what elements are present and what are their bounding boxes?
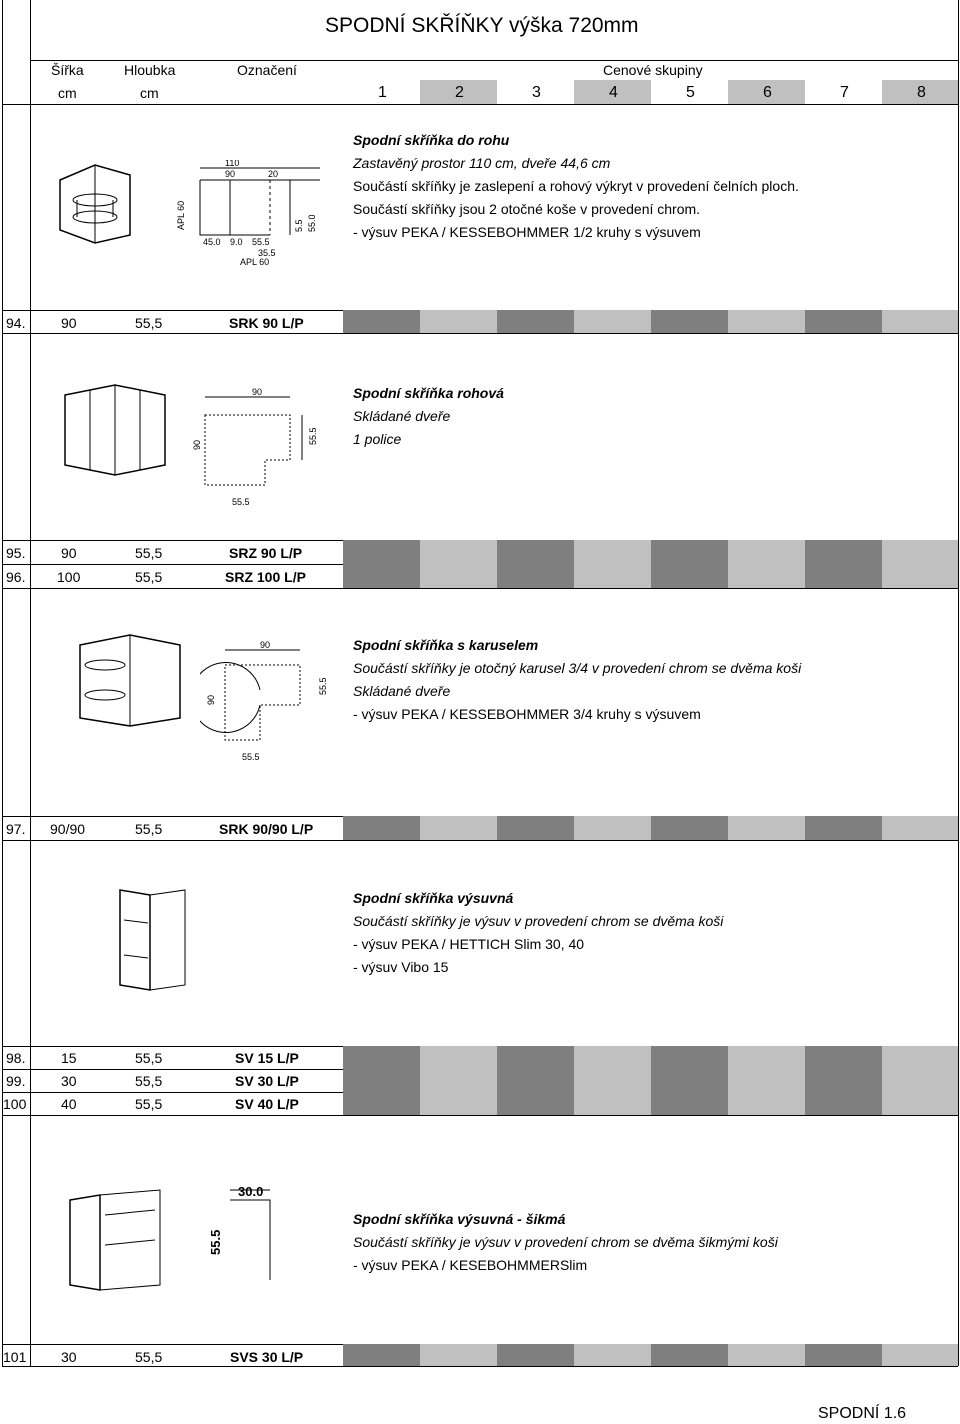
row-94-depth: 55,5 [135, 315, 163, 331]
row-95-code: SRZ 90 L/P [229, 545, 303, 561]
row-97-price-6 [728, 816, 805, 840]
row-98-price-2 [420, 1046, 497, 1069]
row-99-price-2 [420, 1069, 497, 1092]
group-8-label: 8 [917, 84, 926, 101]
section-2-line-2: 1 police [353, 431, 402, 447]
row-100-price-3 [497, 1092, 574, 1115]
width-unit: cm [58, 85, 77, 101]
row-95-price-8 [882, 540, 958, 564]
price-groups-label: Cenové skupiny [603, 62, 703, 78]
row-100-price-2 [420, 1092, 497, 1115]
dim-9: 9.0 [230, 237, 243, 247]
row-101-price-5 [651, 1344, 728, 1366]
row-94-code: SRK 90 L/P [229, 315, 304, 331]
dim-top: 30.0 [238, 1184, 264, 1199]
group-5-label: 5 [686, 84, 695, 101]
row-98-price-7 [805, 1046, 882, 1069]
row-97-code: SRK 90/90 L/P [219, 821, 314, 837]
section-5-title: Spodní skříňka výsuvná - šikmá [353, 1211, 566, 1227]
row-97-price-4 [574, 816, 651, 840]
row-98-number: 98. [6, 1050, 26, 1066]
row-101-price-8 [882, 1344, 958, 1366]
dim-top: 90 [260, 640, 271, 650]
corner-folding-cabinet-drawing [60, 380, 170, 480]
row-98-code: SV 15 L/P [235, 1050, 299, 1066]
row-95-price-5 [651, 540, 728, 564]
row-94-number: 94. [6, 315, 26, 331]
dim-90: 90 [225, 169, 236, 179]
row-101-price-4 [574, 1344, 651, 1366]
row-99-number: 99. [6, 1073, 26, 1089]
dim-35-5: 35.5 [258, 248, 276, 258]
row-96-price-6 [728, 564, 805, 588]
row-98-price-6 [728, 1046, 805, 1069]
group-2-label: 2 [455, 84, 464, 101]
dim-right: 55.5 [318, 677, 328, 695]
row-97-width: 90/90 [50, 821, 86, 837]
row-95-price-6 [728, 540, 805, 564]
row-100-width: 40 [61, 1096, 77, 1112]
dim-bottom: 55.5 [232, 497, 250, 507]
dim-apl-side: APL 60 [176, 200, 186, 230]
dim-apl-bottom: APL 60 [240, 257, 270, 267]
page-title: SPODNÍ SKŘÍŇKY výška 720mm [325, 14, 639, 37]
row-101-code: SVS 30 L/P [230, 1349, 304, 1365]
row-101-depth: 55,5 [135, 1349, 163, 1365]
section-4-line-1: Součástí skříňky je výsuv v provedení chrom se dvěma koši [353, 913, 724, 929]
row-97-price-3 [497, 816, 574, 840]
row-96-price-2 [420, 564, 497, 588]
row-100-price-8 [882, 1092, 958, 1115]
row-99-price-8 [882, 1069, 958, 1092]
dim-top: 90 [252, 387, 263, 397]
row-95-price-7 [805, 540, 882, 564]
row-98-price-8 [882, 1046, 958, 1069]
section-1-line-1: Zastavěný prostor 110 cm, dveře 44,6 cm [353, 155, 611, 171]
row-94-price-2 [420, 310, 497, 333]
section-3-title: Spodní skříňka s karuselem [353, 637, 539, 653]
row-101-price-6 [728, 1344, 805, 1366]
group-4-label: 4 [609, 84, 618, 101]
row-98-price-5 [651, 1046, 728, 1069]
dim-side: 55.5 [208, 1229, 223, 1255]
row-98-price-4 [574, 1046, 651, 1069]
row-101-price-7 [805, 1344, 882, 1366]
row-100-bottom-rule [2, 1115, 958, 1116]
row-95-price-1 [343, 540, 420, 564]
row-99-price-1 [343, 1069, 420, 1092]
row-100-price-6 [728, 1092, 805, 1115]
angled-pullout-plan-drawing [200, 1180, 280, 1285]
row-97-price-1 [343, 816, 420, 840]
row-100-price-1 [343, 1092, 420, 1115]
row-100-price-7 [805, 1092, 882, 1115]
row-97-price-7 [805, 816, 882, 840]
dim-55-0: 55.0 [307, 214, 317, 232]
code-label: Označení [237, 62, 297, 78]
row-101-number: 101 [3, 1349, 27, 1365]
carousel-cabinet-drawing [75, 630, 185, 730]
row-97-depth: 55,5 [135, 821, 163, 837]
row-96-number: 96. [6, 569, 26, 585]
row-95-price-2 [420, 540, 497, 564]
row-97-price-8 [882, 816, 958, 840]
row-96-price-4 [574, 564, 651, 588]
row-98-price-3 [497, 1046, 574, 1069]
row-96-price-7 [805, 564, 882, 588]
row-100-price-4 [574, 1092, 651, 1115]
row-98-depth: 55,5 [135, 1050, 163, 1066]
row-101-price-1 [343, 1344, 420, 1366]
dim-side: 90 [206, 694, 216, 705]
row-96-price-1 [343, 564, 420, 588]
section-3-line-1: Součástí skříňky je otočný karusel 3/4 v provedení chrom se dvěma koši [353, 660, 802, 676]
row-96-code: SRZ 100 L/P [225, 569, 306, 585]
row-94-price-7 [805, 310, 882, 333]
row-100-number: 100 [3, 1096, 27, 1112]
row-95-width: 90 [61, 545, 77, 561]
depth-label: Hloubka [124, 62, 176, 78]
row-99-price-4 [574, 1069, 651, 1092]
section-1-line-4: - výsuv PEKA / KESSEBOHMMER 1/2 kruhy s výsuvem [353, 224, 701, 240]
depth-unit: cm [140, 85, 159, 101]
section-5-line-2: - výsuv PEKA / KESEBOHMMERSlim [353, 1257, 588, 1273]
row-99-code: SV 30 L/P [235, 1073, 299, 1089]
carousel-plan-drawing [200, 640, 335, 765]
row-97-price-2 [420, 816, 497, 840]
row-100-depth: 55,5 [135, 1096, 163, 1112]
group-7-label: 7 [840, 84, 849, 101]
group-1-label: 1 [378, 84, 387, 101]
row-96-price-8 [882, 564, 958, 588]
frame-bottom [2, 1366, 958, 1367]
section-3-line-3: - výsuv PEKA / KESSEBOHMMER 3/4 kruhy s výsuvem [353, 706, 701, 722]
row-94-price-4 [574, 310, 651, 333]
row-97-top-rule [2, 816, 343, 817]
row-97-price-5 [651, 816, 728, 840]
row-98-width: 15 [61, 1050, 77, 1066]
section-4-title: Spodní skříňka výsuvná [353, 890, 514, 906]
section-2-title: Spodní skříňka rohová [353, 385, 504, 401]
dim-110: 110 [225, 160, 240, 168]
row-94-price-5 [651, 310, 728, 333]
corner-cabinet-plan-drawing [170, 160, 330, 270]
row-94-width: 90 [61, 315, 77, 331]
section-2-line-1: Skládané dveře [353, 408, 451, 424]
row-95-price-3 [497, 540, 574, 564]
row-100-price-5 [651, 1092, 728, 1115]
dim-5-5: 5.5 [294, 219, 304, 232]
row-99-price-6 [728, 1069, 805, 1092]
row-99-price-5 [651, 1069, 728, 1092]
row-94-price-8 [882, 310, 958, 333]
pullout-cabinet-drawing [110, 885, 190, 995]
row-96-price-3 [497, 564, 574, 588]
group-3-label: 3 [532, 84, 541, 101]
dim-45: 45.0 [203, 237, 221, 247]
row-98-top-rule [2, 1046, 343, 1047]
group-6-label: 6 [763, 84, 772, 101]
row-96-bottom-rule [2, 588, 958, 589]
header-rule [2, 104, 958, 105]
row-97-bottom-rule [2, 840, 958, 841]
row-100-code: SV 40 L/P [235, 1096, 299, 1112]
row-94-price-6 [728, 310, 805, 333]
section-1-line-2: Součástí skříňky je zaslepení a rohový výkryt v provedení čelních ploch. [353, 178, 799, 194]
row-99-depth: 55,5 [135, 1073, 163, 1089]
section-3-line-2: Skládané dveře [353, 683, 451, 699]
row-97-number: 97. [6, 821, 26, 837]
dim-right: 55.5 [308, 427, 318, 445]
page-footer: SPODNÍ 1.6 [818, 1405, 907, 1422]
row-95-depth: 55,5 [135, 545, 163, 561]
row-95-price-4 [574, 540, 651, 564]
section-4-line-2: - výsuv PEKA / HETTICH Slim 30, 40 [353, 936, 585, 952]
angled-pullout-cabinet-drawing [65, 1185, 165, 1295]
corner-folding-plan-drawing [190, 385, 320, 510]
row-94-bottom-rule [2, 333, 958, 334]
row-96-price-5 [651, 564, 728, 588]
dim-55-5: 55.5 [252, 237, 270, 247]
dim-side: 90 [192, 439, 202, 450]
section-1-line-3: Součástí skříňky jsou 2 otočné koše v provedení chrom. [353, 201, 701, 217]
row-101-price-3 [497, 1344, 574, 1366]
row-99-price-7 [805, 1069, 882, 1092]
row-95-top-rule [2, 540, 343, 541]
title-rule [30, 60, 958, 61]
width-label: Šířka [51, 62, 84, 78]
row-94-price-3 [497, 310, 574, 333]
row-101-top-rule [2, 1344, 343, 1345]
section-4-line-3: - výsuv Vibo 15 [353, 959, 449, 975]
frame-left [2, 0, 3, 1366]
row-101-price-2 [420, 1344, 497, 1366]
row-96-depth: 55,5 [135, 569, 163, 585]
frame-col-number [30, 0, 31, 1366]
row-101-width: 30 [61, 1349, 77, 1365]
dim-bottom: 55.5 [242, 752, 260, 762]
row-99-price-3 [497, 1069, 574, 1092]
row-96-width: 100 [57, 569, 81, 585]
row-95-number: 95. [6, 545, 26, 561]
section-5-line-1: Součástí skříňky je výsuv v provedení chrom se dvěma šikmými koši [353, 1234, 778, 1250]
frame-right [958, 0, 959, 1366]
corner-cabinet-drawing [55, 155, 135, 245]
row-99-width: 30 [61, 1073, 77, 1089]
row-94-top-rule [2, 310, 343, 311]
section-1-title: Spodní skříňka do rohu [353, 132, 510, 148]
row-98-price-1 [343, 1046, 420, 1069]
dim-20: 20 [268, 169, 279, 179]
row-94-price-1 [343, 310, 420, 333]
